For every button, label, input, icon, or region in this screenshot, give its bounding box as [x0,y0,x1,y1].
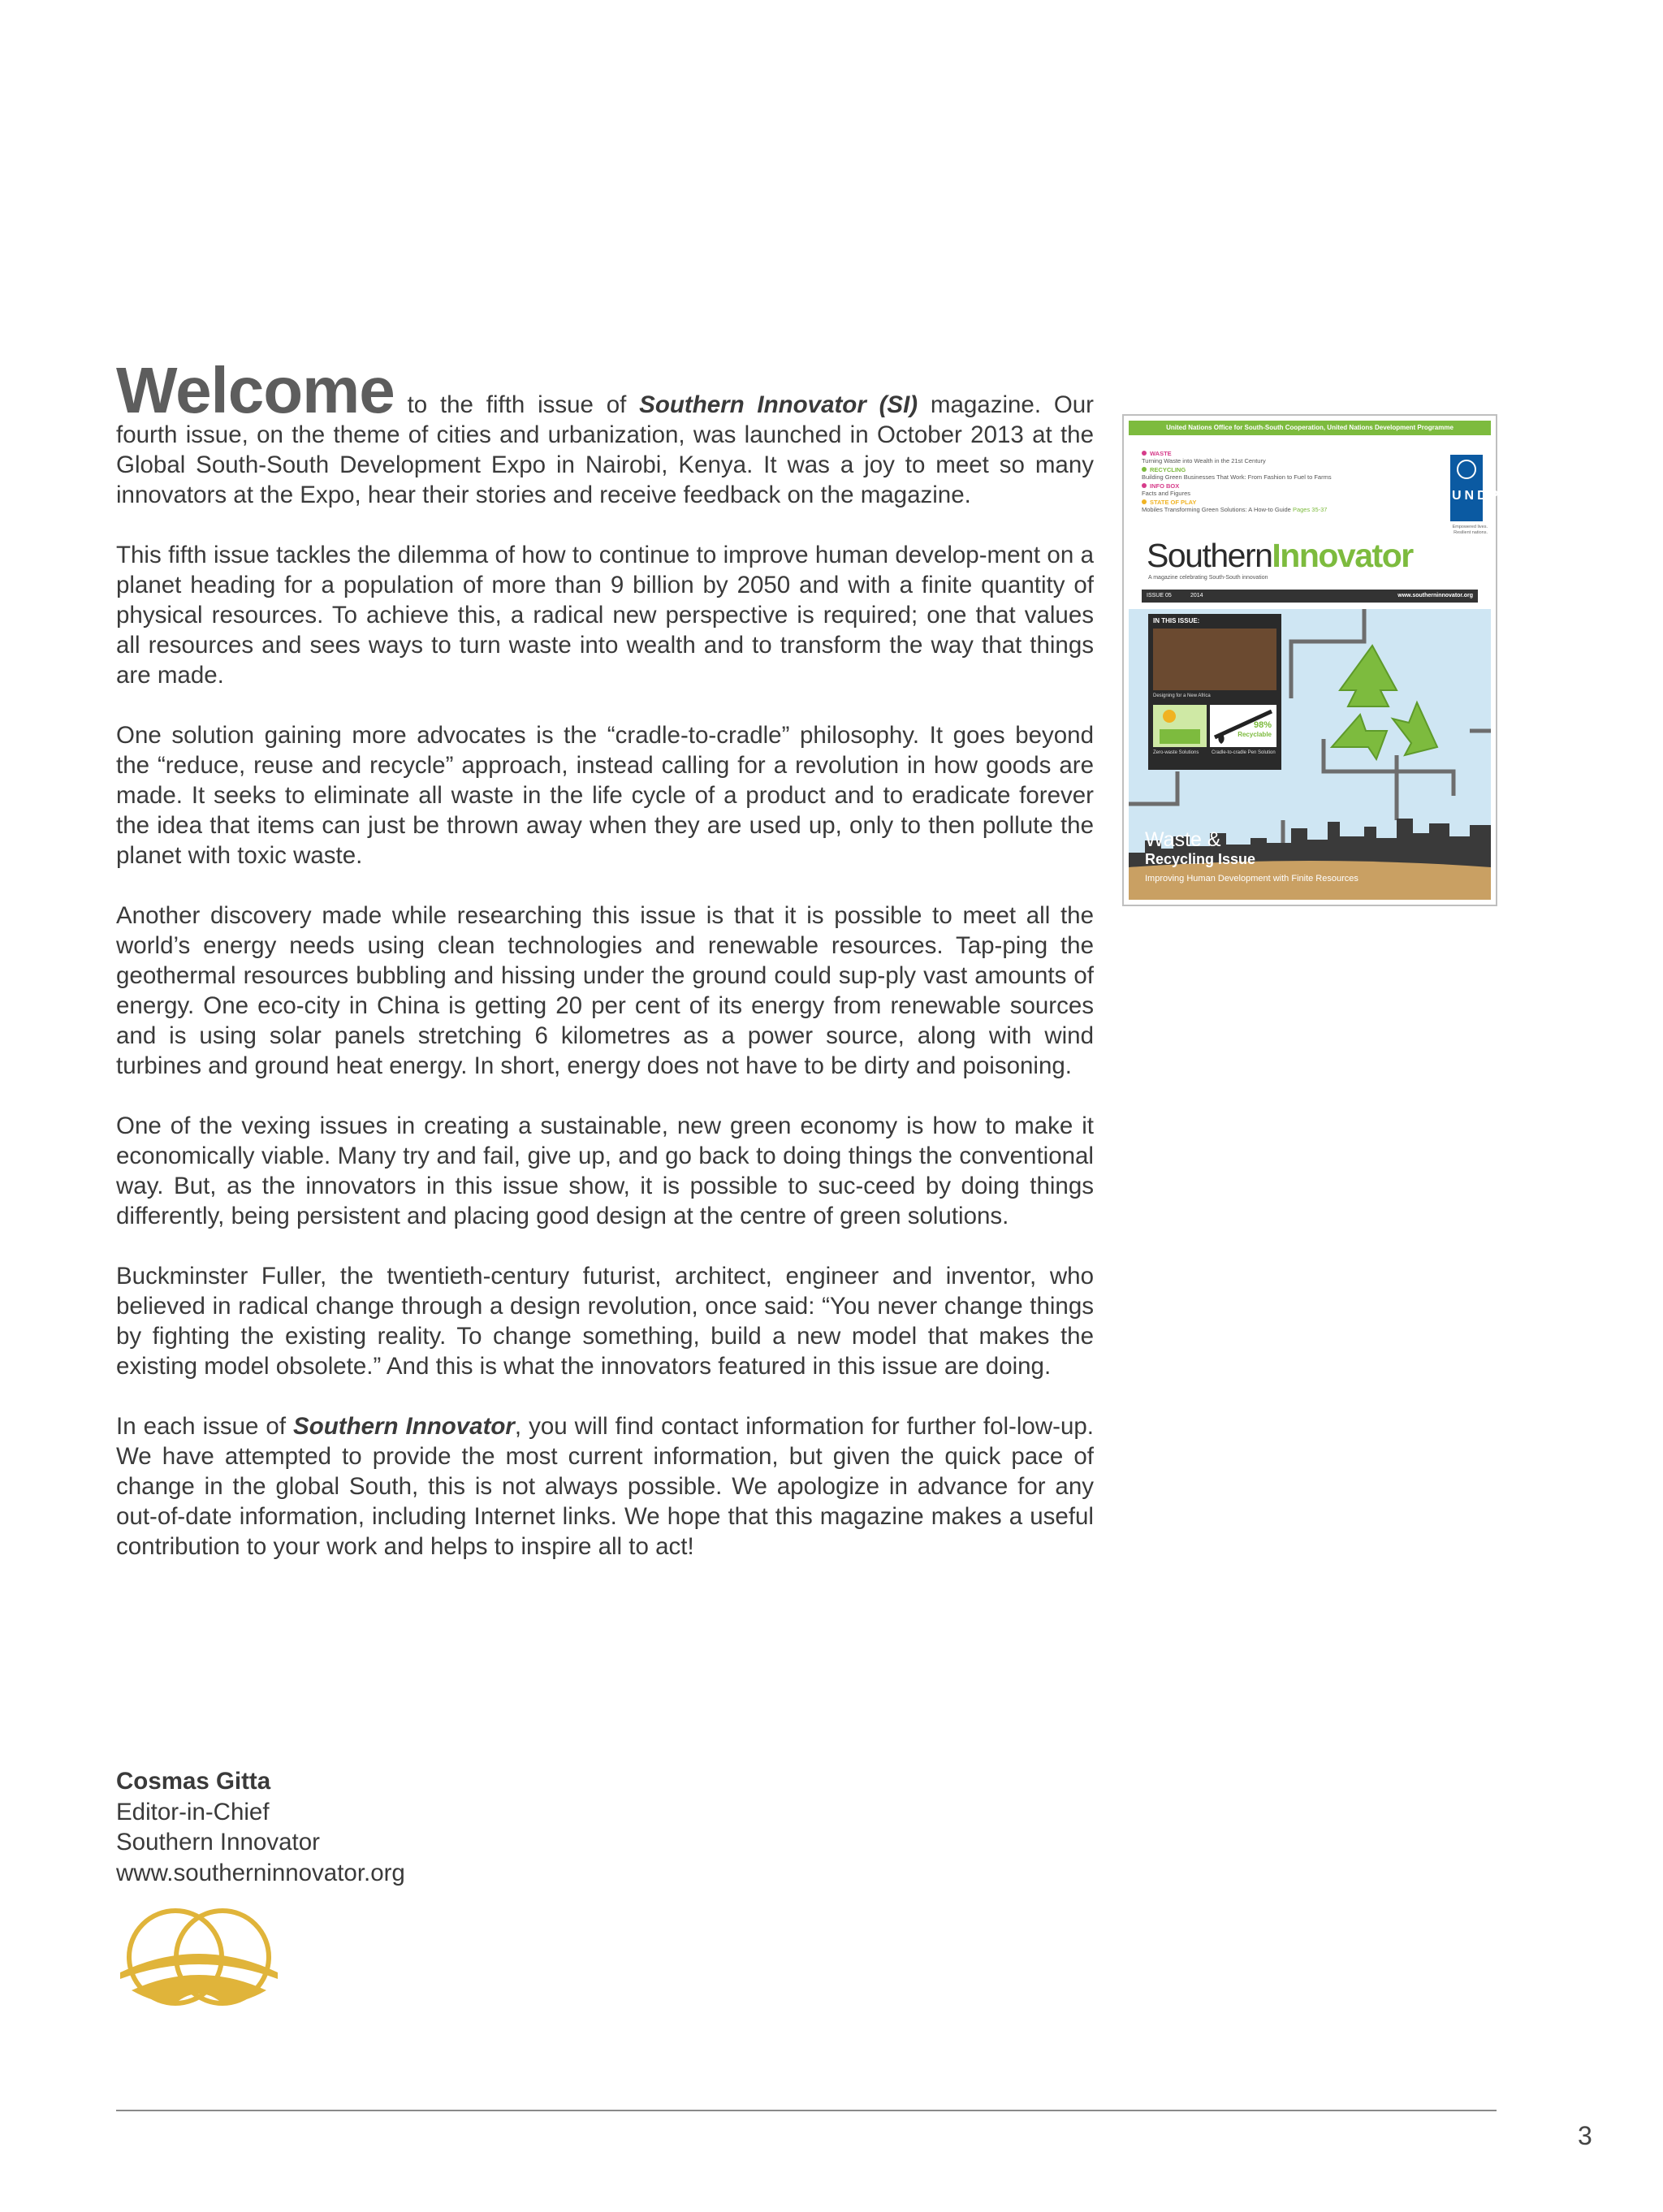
zero-waste-tile [1153,705,1207,747]
cover-teaser: INFO BOX Facts and Figures [1142,482,1191,497]
un-globe-icon [1457,460,1476,479]
p7-intro: In each issue of [116,1413,287,1440]
in-this-issue-box: IN THIS ISSUE: Designing for a New Africa 98% Recyclable Zero-waste Solutions Cradle-to-cradle Pen Solution [1148,614,1281,770]
cover-artwork [1129,609,1491,900]
magazine-cover-thumbnail [1122,414,1502,906]
cover-subtitle: A magazine celebrating South-South innovation [1148,575,1268,581]
cover-website: www.southerninnovator.org [1397,593,1473,598]
bullet-icon [1142,451,1147,456]
feature-photo [1153,629,1276,690]
paragraph-3: One solution gaining more advocates is the “cradle-to-cradle” philosophy. It goes beyond the “reduce, reuse and recycle” approach, instead calling for a revolution in how goods are made. It seeks to eliminate all waste in the life cycle of a product and to eradicate forever the idea that items can just be thrown away when they are used up, only to then pollute the planet with toxic waste. [116,722,1094,869]
paragraph-5: One of the vexing issues in creating a sustainable, new green economy is how to make it economically viable. Many try and fail, give up, and go back to doing things the conventional way. But, as the innovators in this issue show, it is possible to suc-ceed by doing things differently, being persistent and placing good design at the centre of green solutions. [116,1112,1094,1229]
bullet-icon [1142,467,1147,472]
cover-theme-tagline: Improving Human Development with Finite Resources [1145,874,1358,884]
paragraph-1 [116,354,1094,510]
cover-teaser: RECYCLING Building Green Businesses That Work: From Fashion to Fuel to Farms [1142,466,1332,481]
p7-rest: , you will find contact information for further fol-low-up. We have attempted to provide the most current information, but given the quick pace of change in the global South, this is not always possible. We apologize in advance for any out-of-date information, including Internet links. We hope that this magazine makes a useful contribution to your work and helps to inspire all to act! [116,1413,1094,1560]
southern-innovator-logo-icon [114,1904,284,2014]
magazine-title: Southern Innovator (SI) [639,391,918,418]
paragraph-4: Another discovery made while researching this issue is that it is possible to meet all the world’s energy needs using clean technologies and renewable resources. Tap-ping the geothermal resources bubbling and hissing under the ground could sup-ply vast amounts of energy. One eco-city in China is getting 20 per cent of its energy from renewable sources and is using solar panels stretching 6 kilometres as a power source, along with wind turbines and ground heat energy. In short, energy does not have to be dirty and poisoning. [116,902,1094,1079]
cover-top-banner: United Nations Office for South-South Cooperation, United Nations Development Programme [1129,421,1491,435]
bullet-icon [1142,499,1147,504]
page-number: 3 [1578,2121,1592,2150]
cover-year: 2014 [1190,593,1203,598]
bullet-icon [1142,483,1147,488]
p1-intro: to the fifth issue of [407,391,627,418]
paragraph-2: This fifth issue tackles the dilemma of how to continue to improve human develop-ment on a planet heading for a population of more than 9 billion by 2050 and with a finite quantity of physical resources. To achieve this, a radical new perspective is required; one that values all resources and sees ways to turn waste into wealth and to transform the way that things are made. [116,542,1094,689]
signature-block [116,1766,405,1888]
undp-caption: Empowered lives. Resilient nations. [1452,525,1488,535]
cover-teaser: STATE OF PLAY Mobiles Transforming Green Solutions: A How-to Guide Pages 35-37 [1142,499,1328,513]
signature-org: Southern Innovator [116,1829,320,1856]
cover-theme-line1: Waste & [1145,828,1221,851]
signature-name: Cosmas Gitta [116,1768,271,1795]
cradle-to-cradle-pen-tile: 98% Recyclable [1210,705,1276,747]
undp-logo [1450,455,1502,521]
p1-rest: magazine. Our fourth issue, on the theme of cities and urbanization, was launched in October 2013 at the Global South-South Development Expo in Nairobi, Kenya. It was a joy to meet so many innovators at the Expo, hear their stories and receive feedback on the magazine. [116,391,1094,508]
editorial-body [116,354,1094,1592]
cover-issue: ISSUE 05 [1147,593,1172,598]
magazine-title-inline: Southern Innovator [293,1413,515,1440]
cover-theme-line2: Recycling Issue [1145,851,1256,867]
signature-url[interactable]: www.southerninnovator.org [116,1859,405,1886]
cover-issue-bar [1142,590,1478,603]
undp-letters: UNDP [1452,489,1502,503]
footer-rule [116,2110,1497,2111]
welcome-heading: Welcome [116,354,395,426]
paragraph-6: Buckminster Fuller, the twentieth-century futurist, architect, engineer and inventor, who believed in radical change through a design revolution, once said: “You never change things by fighting the existing reality. To change something, build a new model that makes the existing model obsolete.” And this is what the innovators featured in this issue are doing. [116,1263,1094,1380]
cover-title: SouthernInnovator [1147,537,1413,574]
cover-teaser: WASTE Turning Waste into Wealth in the 21st Century [1142,450,1266,464]
paragraph-7 [116,1411,1094,1562]
signature-role: Editor-in-Chief [116,1798,270,1825]
